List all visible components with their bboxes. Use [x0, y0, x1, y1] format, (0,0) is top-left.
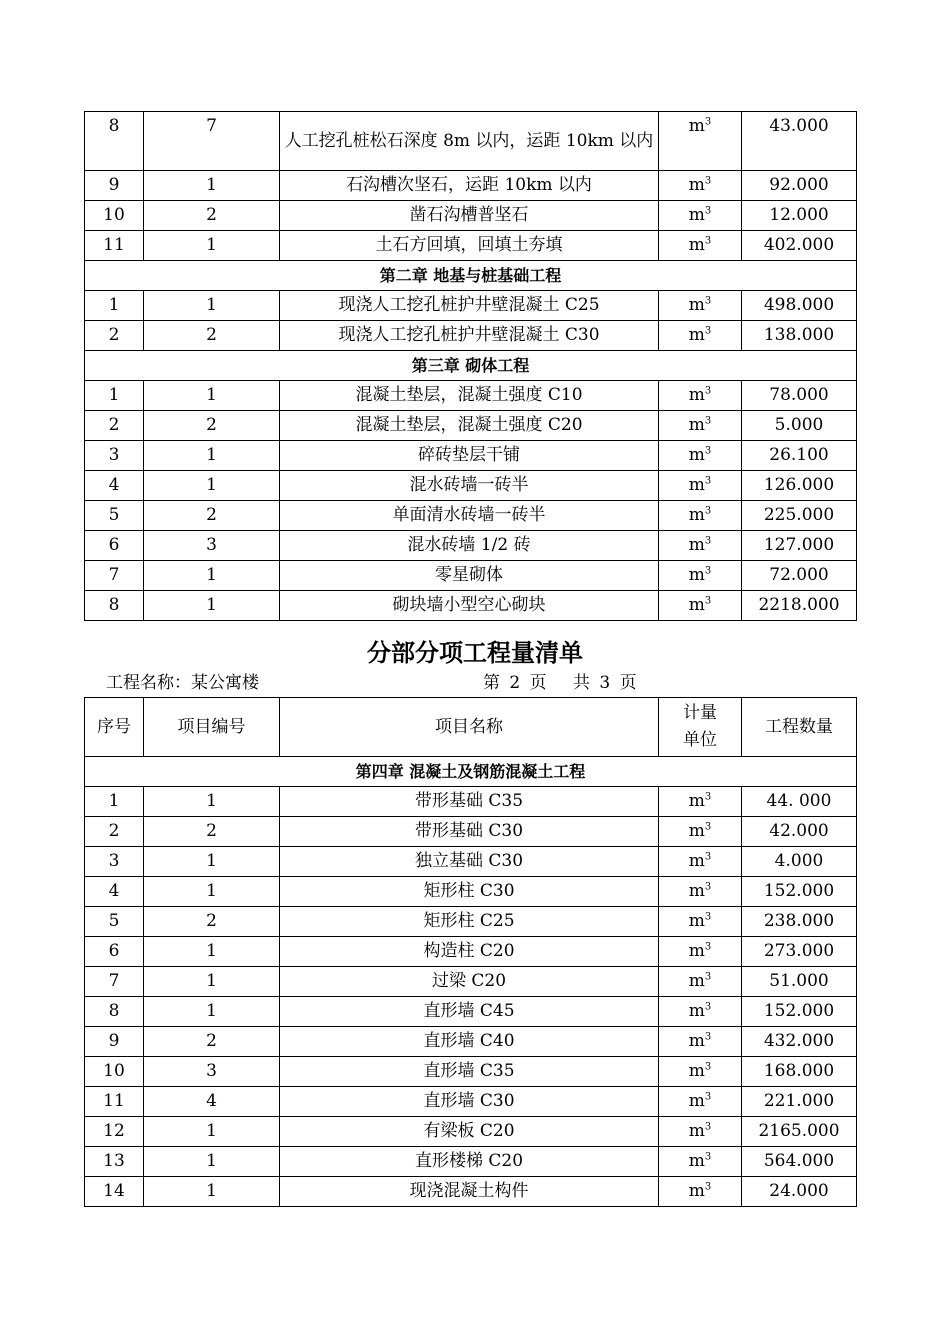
- unit-text: m: [688, 1031, 705, 1051]
- row-name: 混水砖墙一砖半: [280, 471, 659, 501]
- table-row: [85, 1027, 857, 1057]
- table-row: [85, 1117, 857, 1147]
- row-qty: 4.000: [742, 847, 857, 877]
- row-qty: 2165.000: [742, 1117, 857, 1147]
- row-code: 1: [144, 1147, 280, 1177]
- row-qty: 5.000: [742, 411, 857, 441]
- header-qty: 工程数量: [742, 698, 857, 757]
- row-code: 1: [144, 231, 280, 261]
- unit-exponent: 3: [704, 385, 712, 397]
- row-qty: 138.000: [742, 321, 857, 351]
- unit-exponent: 3: [704, 1091, 712, 1103]
- row-seq: 5: [85, 907, 144, 937]
- row-name: 有梁板 C20: [280, 1117, 659, 1147]
- row-seq: 13: [85, 1147, 144, 1177]
- row-seq: 1: [85, 291, 144, 321]
- row-unit: [659, 411, 742, 441]
- row-name: 石沟槽次坚石，运距 10km 以内: [280, 171, 659, 201]
- unit-exponent: 3: [704, 235, 712, 247]
- row-qty: 44. 000: [742, 787, 857, 817]
- unit-exponent: 3: [704, 1031, 712, 1043]
- row-unit: [659, 847, 742, 877]
- header-name: 项目名称: [280, 698, 659, 757]
- header-unit: [659, 698, 742, 757]
- row-code: 1: [144, 997, 280, 1027]
- row-qty: 2218.000: [742, 591, 857, 621]
- row-code: 1: [144, 171, 280, 201]
- unit-exponent: 3: [704, 1001, 712, 1013]
- row-code: 2: [144, 321, 280, 351]
- row-name: 凿石沟槽普坚石: [280, 201, 659, 231]
- row-unit: [659, 201, 742, 231]
- row-qty: 127.000: [742, 531, 857, 561]
- row-qty: 72.000: [742, 561, 857, 591]
- row-unit: [659, 1177, 742, 1207]
- row-unit: [659, 501, 742, 531]
- table-row: [85, 1057, 857, 1087]
- row-seq: 3: [85, 847, 144, 877]
- row-qty: 273.000: [742, 937, 857, 967]
- row-qty: 78.000: [742, 381, 857, 411]
- unit-exponent: 3: [704, 821, 712, 833]
- row-unit: [659, 1147, 742, 1177]
- unit-text: m: [688, 505, 705, 525]
- unit-text: m: [688, 475, 705, 495]
- table-row: [85, 381, 857, 411]
- header-seq: 序号: [85, 698, 144, 757]
- table-row: [85, 877, 857, 907]
- row-seq: 1: [85, 381, 144, 411]
- row-code: 2: [144, 817, 280, 847]
- row-code: 2: [144, 501, 280, 531]
- unit-text: m: [688, 1001, 705, 1021]
- unit-text: m: [688, 415, 705, 435]
- table-row: [85, 291, 857, 321]
- row-name: 混凝土垫层，混凝土强度 C10: [280, 381, 659, 411]
- row-unit: [659, 321, 742, 351]
- row-name: 砌块墙小型空心砌块: [280, 591, 659, 621]
- table-row: [85, 441, 857, 471]
- row-seq: 11: [85, 1087, 144, 1117]
- row-name: 混水砖墙 1/2 砖: [280, 531, 659, 561]
- unit-exponent: 3: [704, 1151, 712, 1163]
- row-unit: [659, 1057, 742, 1087]
- unit-exponent: 3: [704, 295, 712, 307]
- row-seq: 4: [85, 471, 144, 501]
- row-qty: 152.000: [742, 997, 857, 1027]
- unit-text: m: [688, 1121, 705, 1141]
- table-row: [85, 531, 857, 561]
- row-code: 1: [144, 847, 280, 877]
- row-unit: [659, 1117, 742, 1147]
- unit-exponent: 3: [704, 175, 712, 187]
- row-unit: [659, 877, 742, 907]
- row-qty: 432.000: [742, 1027, 857, 1057]
- row-seq: 2: [85, 321, 144, 351]
- unit-exponent: 3: [704, 116, 712, 128]
- table-row: [85, 1087, 857, 1117]
- row-name: 过梁 C20: [280, 967, 659, 997]
- row-seq: 8: [85, 112, 144, 171]
- unit-exponent: 3: [704, 595, 712, 607]
- row-unit: [659, 937, 742, 967]
- row-qty: 42.000: [742, 817, 857, 847]
- table-row: [85, 787, 857, 817]
- row-seq: 10: [85, 201, 144, 231]
- row-qty: 24.000: [742, 1177, 857, 1207]
- unit-exponent: 3: [704, 505, 712, 517]
- row-seq: 6: [85, 937, 144, 967]
- row-unit: [659, 112, 742, 171]
- unit-exponent: 3: [704, 911, 712, 923]
- row-name: 现浇混凝土构件: [280, 1177, 659, 1207]
- row-unit: [659, 967, 742, 997]
- row-seq: 6: [85, 531, 144, 561]
- row-code: 1: [144, 877, 280, 907]
- row-unit: [659, 787, 742, 817]
- project-name: 工程名称：某公寓楼: [106, 673, 259, 693]
- row-code: 1: [144, 291, 280, 321]
- row-name: 人工挖孔桩松石深度 8m 以内，运距 10km 以内: [280, 112, 659, 171]
- unit-exponent: 3: [704, 791, 712, 803]
- row-name: 直形墙 C40: [280, 1027, 659, 1057]
- chapter-row: [85, 757, 857, 787]
- unit-text: m: [688, 235, 705, 255]
- table-row: [85, 171, 857, 201]
- row-name: 碎砖垫层干铺: [280, 441, 659, 471]
- unit-exponent: 3: [704, 1121, 712, 1133]
- unit-text: m: [688, 821, 705, 841]
- unit-text: m: [688, 325, 705, 345]
- row-name: 土石方回填，回填土夯填: [280, 231, 659, 261]
- unit-text: m: [688, 1151, 705, 1171]
- unit-text: m: [688, 911, 705, 931]
- row-name: 现浇人工挖孔桩护井壁混凝土 C30: [280, 321, 659, 351]
- row-unit: [659, 381, 742, 411]
- row-seq: 12: [85, 1117, 144, 1147]
- unit-text: m: [688, 565, 705, 585]
- table-row: [85, 1147, 857, 1177]
- unit-exponent: 3: [704, 851, 712, 863]
- row-unit: [659, 471, 742, 501]
- row-seq: 1: [85, 787, 144, 817]
- row-seq: 14: [85, 1177, 144, 1207]
- row-code: 1: [144, 787, 280, 817]
- table-row: [85, 817, 857, 847]
- chapter-title: 第三章 砌体工程: [85, 351, 857, 381]
- row-name: 零星砌体: [280, 561, 659, 591]
- row-name: 现浇人工挖孔桩护井壁混凝土 C25: [280, 291, 659, 321]
- row-qty: 238.000: [742, 907, 857, 937]
- row-seq: 9: [85, 1027, 144, 1057]
- row-seq: 9: [85, 171, 144, 201]
- row-unit: [659, 1087, 742, 1117]
- row-seq: 10: [85, 1057, 144, 1087]
- row-seq: 3: [85, 441, 144, 471]
- row-code: 1: [144, 441, 280, 471]
- unit-text: m: [688, 116, 705, 136]
- table-header-row: [85, 698, 857, 757]
- unit-text: m: [688, 175, 705, 195]
- unit-exponent: 3: [704, 971, 712, 983]
- row-code: 2: [144, 411, 280, 441]
- row-unit: [659, 231, 742, 261]
- row-name: 直形楼梯 C20: [280, 1147, 659, 1177]
- row-qty: 168.000: [742, 1057, 857, 1087]
- table-row: [85, 967, 857, 997]
- row-name: 构造柱 C20: [280, 937, 659, 967]
- row-unit: [659, 561, 742, 591]
- unit-text: m: [688, 1061, 705, 1081]
- row-code: 1: [144, 1177, 280, 1207]
- unit-exponent: 3: [704, 205, 712, 217]
- row-code: 3: [144, 1057, 280, 1087]
- row-name: 直形墙 C45: [280, 997, 659, 1027]
- document-title: 分部分项工程量清单: [367, 639, 583, 667]
- unit-text: m: [688, 791, 705, 811]
- row-seq: 2: [85, 817, 144, 847]
- row-unit: [659, 817, 742, 847]
- table-row: [85, 997, 857, 1027]
- row-code: 1: [144, 937, 280, 967]
- row-unit: [659, 441, 742, 471]
- row-seq: 2: [85, 411, 144, 441]
- row-qty: 12.000: [742, 201, 857, 231]
- row-code: 2: [144, 201, 280, 231]
- table-row: [85, 591, 857, 621]
- header-unit-line2: 单位: [683, 730, 717, 750]
- page-info: 第 2 页 共 3 页: [483, 673, 637, 693]
- row-qty: 126.000: [742, 471, 857, 501]
- row-qty: 51.000: [742, 967, 857, 997]
- table-row: [85, 937, 857, 967]
- unit-exponent: 3: [704, 445, 712, 457]
- unit-text: m: [688, 971, 705, 991]
- row-unit: [659, 171, 742, 201]
- row-name: 直形墙 C30: [280, 1087, 659, 1117]
- table-row: [85, 411, 857, 441]
- row-qty: 498.000: [742, 291, 857, 321]
- header-unit-line1: 计量: [683, 703, 717, 723]
- row-seq: 7: [85, 967, 144, 997]
- unit-exponent: 3: [704, 881, 712, 893]
- row-code: 2: [144, 907, 280, 937]
- row-seq: 11: [85, 231, 144, 261]
- table-row: [85, 501, 857, 531]
- chapter-title: 第四章 混凝土及钢筋混凝土工程: [85, 757, 857, 787]
- row-name: 带形基础 C35: [280, 787, 659, 817]
- unit-text: m: [688, 941, 705, 961]
- row-name: 矩形柱 C25: [280, 907, 659, 937]
- unit-exponent: 3: [704, 475, 712, 487]
- table-row: [85, 907, 857, 937]
- row-qty: 402.000: [742, 231, 857, 261]
- chapter-row: [85, 351, 857, 381]
- unit-text: m: [688, 535, 705, 555]
- chapter-row: [85, 261, 857, 291]
- unit-text: m: [688, 295, 705, 315]
- row-code: 4: [144, 1087, 280, 1117]
- row-unit: [659, 1027, 742, 1057]
- unit-exponent: 3: [704, 565, 712, 577]
- row-code: 3: [144, 531, 280, 561]
- row-seq: 4: [85, 877, 144, 907]
- row-code: 7: [144, 112, 280, 171]
- unit-exponent: 3: [704, 325, 712, 337]
- row-code: 1: [144, 967, 280, 997]
- row-unit: [659, 907, 742, 937]
- table-row: [85, 201, 857, 231]
- row-seq: 8: [85, 997, 144, 1027]
- unit-exponent: 3: [704, 1061, 712, 1073]
- quantity-table-continued: [84, 111, 857, 621]
- unit-text: m: [688, 851, 705, 871]
- unit-text: m: [688, 595, 705, 615]
- row-seq: 8: [85, 591, 144, 621]
- chapter-title: 第二章 地基与桩基础工程: [85, 261, 857, 291]
- row-name: 混凝土垫层，混凝土强度 C20: [280, 411, 659, 441]
- table-row: [85, 1177, 857, 1207]
- row-qty: 225.000: [742, 501, 857, 531]
- table-row: [85, 847, 857, 877]
- row-qty: 221.000: [742, 1087, 857, 1117]
- row-name: 单面清水砖墙一砖半: [280, 501, 659, 531]
- row-qty: 92.000: [742, 171, 857, 201]
- row-qty: 564.000: [742, 1147, 857, 1177]
- table-row: [85, 321, 857, 351]
- row-name: 直形墙 C35: [280, 1057, 659, 1087]
- row-unit: [659, 531, 742, 561]
- header-code: 项目编号: [144, 698, 280, 757]
- unit-exponent: 3: [704, 1181, 712, 1193]
- row-unit: [659, 997, 742, 1027]
- unit-exponent: 3: [704, 941, 712, 953]
- row-code: 1: [144, 1117, 280, 1147]
- table-row: [85, 112, 857, 171]
- unit-text: m: [688, 445, 705, 465]
- unit-text: m: [688, 205, 705, 225]
- unit-text: m: [688, 385, 705, 405]
- row-seq: 5: [85, 501, 144, 531]
- row-code: 1: [144, 591, 280, 621]
- row-unit: [659, 291, 742, 321]
- unit-exponent: 3: [704, 535, 712, 547]
- quantity-table: [84, 697, 857, 1207]
- unit-text: m: [688, 881, 705, 901]
- row-seq: 7: [85, 561, 144, 591]
- row-name: 矩形柱 C30: [280, 877, 659, 907]
- row-code: 1: [144, 561, 280, 591]
- row-code: 1: [144, 381, 280, 411]
- unit-text: m: [688, 1181, 705, 1201]
- row-qty: 26.100: [742, 441, 857, 471]
- row-qty: 43.000: [742, 112, 857, 171]
- unit-text: m: [688, 1091, 705, 1111]
- row-name: 独立基础 C30: [280, 847, 659, 877]
- table-row: [85, 561, 857, 591]
- row-name: 带形基础 C30: [280, 817, 659, 847]
- unit-exponent: 3: [704, 415, 712, 427]
- table-row: [85, 471, 857, 501]
- row-code: 1: [144, 471, 280, 501]
- table-row: [85, 231, 857, 261]
- row-unit: [659, 591, 742, 621]
- row-code: 2: [144, 1027, 280, 1057]
- row-qty: 152.000: [742, 877, 857, 907]
